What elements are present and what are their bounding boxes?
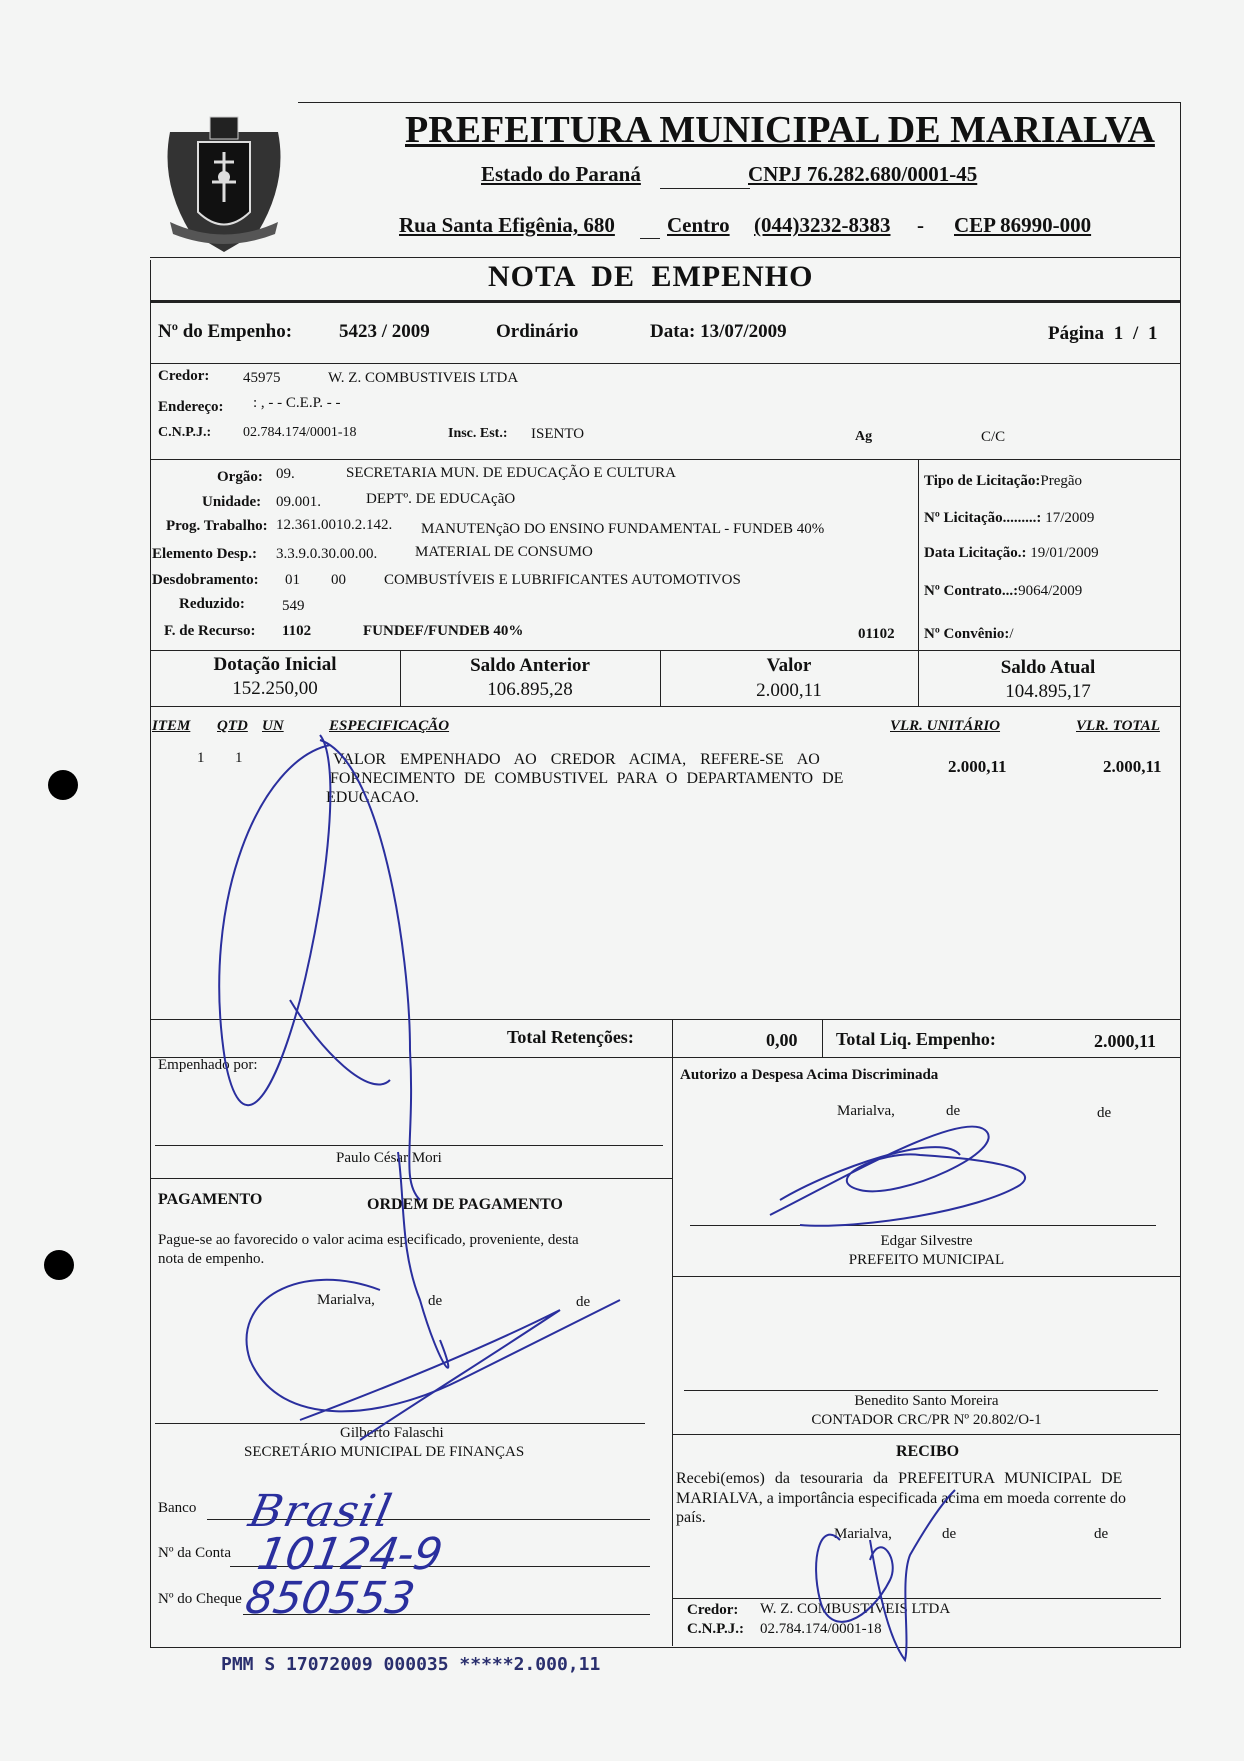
empenhado-name: Paulo César Mori [336,1150,442,1166]
address: : , - - C.E.P. - - [253,395,341,411]
cep: CEP 86990-000 [954,213,1092,237]
ag-label: Ag [855,429,873,444]
signature-stroke [320,740,420,1200]
col-spec: ESPECIFICAÇÃO [329,718,450,734]
retencoes-label: Total Retenções: [507,1027,634,1047]
row-item: 1 [197,750,205,766]
signature-stroke [816,1535,893,1622]
desd-code1: 01 [285,572,300,588]
recurso-code: 1102 [282,623,312,639]
recibo-text-1: Recebi(emos) da tesouraria da PREFEITURA MUNICIPAL DE [676,1470,1123,1487]
recibo-de1: de [942,1526,957,1542]
recibo-credor-name: W. Z. COMBUSTIVEIS LTDA [760,1601,951,1617]
elem-label: Elemento Desp.: [152,546,257,562]
dash: - [917,213,924,237]
prefeitura-title: PREFEITURA MUNICIPAL DE MARIALVA [405,109,1155,151]
saldo-atual-label: Saldo Atual [1000,657,1096,678]
prefeito-role: PREFEITO MUNICIPAL [848,1252,1005,1268]
pagamento-label: PAGAMENTO [158,1191,263,1208]
valor-value: 2.000,11 [756,680,822,701]
col-unit: VLR. UNITÁRIO [890,718,1001,734]
contador-role: CONTADOR CRC/PR Nº 20.802/O-1 [811,1412,1042,1428]
cnpj-header: CNPJ 76.282.680/0001-45 [748,162,978,186]
empenhado-label: Empenhado por: [158,1057,258,1073]
reduzido: 549 [282,598,305,614]
ordem-pagamento: ORDEM DE PAGAMENTO [367,1196,563,1213]
row-spec-1: VALOR EMPENHADO AO CREDOR ACIMA, REFERE-SE AO [333,751,820,768]
credor-name: W. Z. COMBUSTIVEIS LTDA [328,370,519,386]
prog-name: MANUTENçãO DO ENSINO FUNDAMENTAL - FUNDEB 40% [421,521,825,537]
elem-name: MATERIAL DE CONSUMO [415,544,593,560]
pagamento-text-1: Pague-se ao favorecido o valor acima especificado, proveniente, desta [158,1232,579,1248]
phone: (044)3232-8383 [754,213,891,237]
recurso-name: FUNDEF/FUNDEB 40% [363,623,524,639]
unidade-code: 09.001. [276,494,321,510]
dotacao-label: Dotação Inicial [213,654,337,675]
estado: Estado do Paraná [481,162,641,186]
doc-title: NOTA DE EMPENHO [488,260,814,293]
recibo-text-2: MARIALVA, a importância especificada acima em moeda corrente do [676,1490,1127,1507]
data-licitacao: Data Licitação.: 19/01/2009 [924,545,1099,561]
col-qtd: QTD [217,718,248,734]
convenio: Nº Convênio:/ [924,626,1014,642]
saldo-atual-value: 104.895,17 [1005,681,1091,702]
footer-stamp: PMM S 17072009 000035 *****2.000,11 [221,1654,601,1675]
autorizo-place: Marialva, [837,1103,895,1119]
credor-label: Credor: [158,368,210,384]
retencoes-value: 0,00 [766,1030,798,1050]
orgao-code: 09. [276,466,295,482]
prog-code: 12.361.0010.2.142. [276,517,393,533]
col-item: ITEM [152,718,191,734]
insc: ISENTO [531,426,585,442]
row-unit: 2.000,11 [948,757,1007,776]
autorizo-de2: de [1097,1105,1112,1121]
pagamento-de1: de [428,1293,443,1309]
contrato: Nº Contrato...:9064/2009 [924,583,1083,599]
autorizo-de1: de [946,1103,961,1119]
tipo-licitacao-label: Tipo de Licitação:Pregão [924,473,1083,489]
secretario-role: SECRETÁRIO MUNICIPAL DE FINANÇAS [244,1444,525,1460]
signature-stroke [398,1152,448,1368]
recibo-cnpj-label: C.N.P.J.: [687,1621,744,1637]
elem-code: 3.3.9.0.30.00.00. [276,546,378,562]
empenho-number: 5423 / 2009 [339,321,430,342]
credor-cnpj: 02.784.174/0001-18 [243,425,357,440]
page-number: Página 1 / 1 [1048,323,1158,344]
pagamento-de2: de [576,1294,591,1310]
valor-label: Valor [766,655,812,676]
insc-label: Insc. Est.: [448,426,508,441]
recibo-place: Marialva, [834,1526,892,1542]
unidade-label: Unidade: [202,494,262,510]
banco-handwritten: Brasil [244,1486,398,1537]
contador-name: Benedito Santo Moreira [854,1393,999,1409]
pagamento-text-2: nota de empenho. [158,1251,265,1267]
conta-label: Nº da Conta [158,1545,231,1561]
row-total: 2.000,11 [1103,757,1162,776]
credor-code: 45975 [243,370,281,386]
dotacao-value: 152.250,00 [232,678,318,699]
col-total: VLR. TOTAL [1076,718,1160,734]
reduzido-label: Reduzido: [179,596,245,612]
desd-name: COMBUSTÍVEIS E LUBRIFICANTES AUTOMOTIVOS [384,572,741,588]
desd-label: Desdobramento: [152,572,259,588]
address-label: Endereço: [158,399,224,415]
prefeito-name: Edgar Silvestre [880,1233,973,1249]
saldo-anterior-value: 106.895,28 [487,679,573,700]
num-licitacao: Nº Licitação.........: 17/2009 [924,510,1095,526]
row-spec-2: FORNECIMENTO DE COMBUSTIVEL PARA O DEPARTAMENTO DE [330,770,844,787]
district: Centro [667,213,730,237]
signature-stroke [219,735,330,1105]
orgao-label: Orgão: [217,469,263,485]
pagamento-place: Marialva, [317,1292,375,1308]
recurso-full: 01102 [858,626,895,642]
empenho-date: Data: 13/07/2009 [650,321,787,342]
cnpj-label: C.N.P.J.: [158,425,212,440]
recibo-de2: de [1094,1526,1109,1542]
recibo-title: RECIBO [896,1443,960,1460]
row-spec-3: EDUCACAO. [326,789,419,806]
prog-label: Prog. Trabalho: [166,518,268,534]
autorizo-label: Autorizo a Despesa Acima Discriminada [680,1067,939,1083]
orgao-name: SECRETARIA MUN. DE EDUCAÇÃO E CULTURA [346,465,676,481]
secretario-name: Gilberto Falaschi [340,1425,444,1441]
recibo-credor-label: Credor: [687,1602,739,1618]
recurso-label: F. de Recurso: [164,623,256,639]
liq-value: 2.000,11 [1094,1031,1157,1051]
col-un: UN [262,718,284,734]
banco-label: Banco [158,1500,197,1516]
cc-label: C/C [981,429,1006,445]
recibo-cnpj: 02.784.174/0001-18 [760,1621,882,1637]
street: Rua Santa Efigênia, 680 [399,213,615,237]
signature-stroke [870,1490,955,1660]
saldo-anterior-label: Saldo Anterior [470,655,590,676]
liq-label: Total Liq. Empenho: [836,1029,996,1049]
signature-stroke [770,1126,1025,1225]
cheque-label: Nº do Cheque [158,1591,242,1607]
unidade-name: DEPTº. DE EDUCAçãO [366,491,516,507]
cheque-handwritten: 850553 [241,1573,419,1624]
recibo-text-3: país. [676,1509,706,1526]
empenho-type: Ordinário [496,321,579,342]
conta-handwritten: 10124-9 [253,1529,447,1580]
signature-stroke [290,1000,390,1085]
empenho-number-label: Nº do Empenho: [158,321,293,342]
desd-code2: 00 [331,572,346,588]
row-qtd: 1 [235,750,243,766]
